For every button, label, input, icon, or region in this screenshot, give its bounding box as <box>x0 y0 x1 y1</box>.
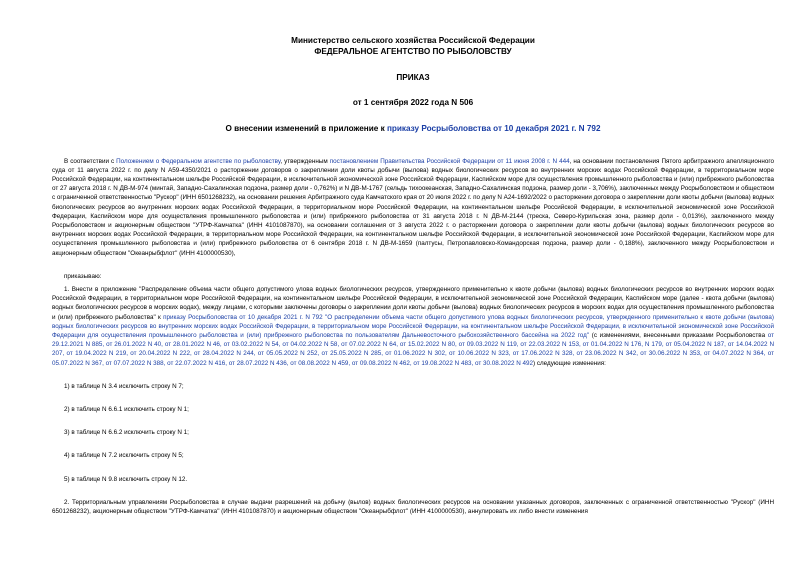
clause-1-paragraph <box>52 285 774 368</box>
preamble-text-1: В соответствии с <box>64 157 117 165</box>
document-type: ПРИКАЗ <box>396 73 430 82</box>
regulation-link[interactable]: Положением о Федеральном агентстве по рыболовству <box>116 157 281 165</box>
list-item: 5) в таблице N 9.8 исключить строку N 12. <box>64 475 188 483</box>
list-item: 3) в таблице N 6.6.2 исключить строку N 1; <box>64 429 189 437</box>
clause-1-text-1: 1. Внести в приложение "Распределение объема части общего допустимого улова водных биологических ресурсов, утвержденного применительно к квоте добычи (вылова) водных биологических ресурсов во внутренних морских водах Российской Федерации, в территориальном море Российской Федерации, на континентальном шельфе Российской Федерации, в исключительной экономической зоне Российской Федерации, Каспийском море (далее - квота добычи (вылова) водных биологических ресурсов в морских водах), между лицами, с которыми заключены договоры о закреплении доли квоты добычи (вылова) водных биологических ресурсов в морских водах для осуществления промышленного рыболовства и (или) прибрежного рыболовства" к <box>52 285 774 321</box>
title-text: О внесении изменений в приложение к <box>225 124 387 133</box>
list-item: 2) в таблице N 6.6.1 исключить строку N 1; <box>64 405 189 413</box>
decree-word: приказываю: <box>64 272 102 280</box>
title-order-link[interactable]: приказу Росрыболовства от 10 декабря 2021 г. N 792 <box>386 124 601 133</box>
preamble-paragraph <box>52 157 774 258</box>
clause-1-text-2: (с изменениями, внесенными приказами Росрыболовства <box>589 331 768 339</box>
preamble-text-2: , утвержденным <box>280 157 330 165</box>
ministry-name: Министерство сельского хозяйства Российской Федерации <box>291 36 535 45</box>
list-item: 1) в таблице N 3.4 исключить строку N 7; <box>64 382 184 390</box>
preamble-text-3: , на основании постановления Пятого арбитражного апелляционного суда от 11 августа 2022 г. по делу N А59-4350/2021 о расторжении договоров о закреплении доли квоты добычи (вылова) водных биологических ресурсов во внутренних морских водах Российской Федерации, в территориальном море Российской Федерации, на континентальном шельфе Российской Федерации, в исключительной экономической зоне Российской Федерации, Каспийском море для осуществления промышленного рыболовства и (или) прибрежного рыболовства от 27 августа 2018 г. N ДВ-М-974 (минтай, Западно-Сахалинская подзона, размер доли - 0,762%) и N ДВ-М-1767 (сельдь тихоокеанская, Западно-Сахалинская подзона, размер доли - 3,706%), заключенных между Росрыболовством и обществом с ограниченной ответственностью "Рускор" (ИНН 6501268232), на основании решения Арбитражного суда Камчатского края от 20 июля 2022 г. по делу N А24-1692/2022 о расторжении договора о закреплении доли квоты добычи (вылова) водных биологических ресурсов во внутренних морских водах Российской Федерации, в территориальном море Российской Федерации, на континентальном шельфе Российской Федерации, в исключительной экономической зоне Российской Федерации, Каспийском море для осуществления промышленного рыболовства и (или) прибрежного рыболовства от 31 августа 2018 г. N ДВ-М-2144 (треска, Северо-Курильская зона, размер доли - 0,013%), заключенного между Росрыболовством и акционерным обществом "УТРФ-Камчатка" (ИНН 4101087870), на основании соглашения от 3 августа 2022 г. о расторжении договора о закреплении доли квоты добычи (вылова) водных биологических ресурсов во внутренних морских водах Российской Федерации, в территориальном море Российской Федерации, на континентальном шельфе Российской Федерации, в исключительной экономической зоне Российской Федерации, Каспийском море для осуществления промышленного рыболовства и (или) прибрежного рыболовства от 6 сентября 2018 г. N ДВ-М-1659 (палтусы, Петропавловско-Командорская подзона, размер доли - 0,188%), заключенного между Росрыболовством и акционерным обществом "Океанрыбфлот" (ИНН 4100000530), <box>52 157 774 257</box>
document-title <box>52 124 774 135</box>
amending-orders-link[interactable]: от 29.12.2021 N 885, от 26.01.2022 N 40, от 28.01.2022 N 46, от 03.02.2022 N 54, от 04.02.2022 N 58, от 07.02.2022 N 64, от 15.02.2022 N 80, от 09.03.2022 N 119, от 22.03.2022 N 153, от 01.04.2022 N 176, N 179, от 05.04.2022 N 187, от 14.04.2022 N 207, от 19.04.2022 N 219, от 20.04.2022 N 222, от 28.04.2022 N 244, от 05.05.2022 N 252, от 25.05.2022 N 285, от 01.06.2022 N 302, от 10.06.2022 N 323, от 17.06.2022 N 328, от 23.06.2022 N 342, от 30.06.2022 N 353, от 04.07.2022 N 364, от 05.07.2022 N 367, от 07.07.2022 N 388, от 22.07.2022 N 416, от 28.07.2022 N 436, от 08.08.2022 N 459, от 09.08.2022 N 462, от 19.08.2022 N 483, от 30.08.2022 N 492 <box>52 331 774 367</box>
clause-2-paragraph: 2. Территориальным управлениям Росрыболовства в случае выдачи разрешений на добычу (вылов) водных биологических ресурсов на основании указанных договоров, заключенных с ограниченной ответственностью "Рускор" (ИНН 6501268232), акционерным обществом "УТРФ-Камчатка" (ИНН 4101087870) и акционерным обществом "Океанрыбфлот" (ИНН 4100000530), аннулировать их либо внести изменения <box>52 498 774 515</box>
order-792-link[interactable]: приказу Росрыболовства от 10 декабря 2021 г. N 792 "О распределении объема части общего допустимого улова водных биологических ресурсов, утвержденного применительно к квоте добычи (вылова) водных биологических ресурсов во внутренних морских водах Российской Федерации, в территориальном море Российской Федерации, на континентальном шельфе Российской Федерации, в исключительной экономической зоне Российской Федерации для осуществления промышленного рыболовства и (или) прибрежного рыболовства по пользователям Дальневосточного рыбохозяйственного бассейна на 2022 год" <box>52 313 774 339</box>
list-item: 4) в таблице N 7.2 исключить строку N 5; <box>64 452 184 460</box>
agency-name: ФЕДЕРАЛЬНОЕ АГЕНТСТВО ПО РЫБОЛОВСТВУ <box>314 46 512 56</box>
clause-1-text-3: ) следующие изменения: <box>533 359 606 367</box>
government-decree-link[interactable]: постановлением Правительства Российской Федерации от 11 июня 2008 г. N 444 <box>329 157 570 165</box>
document-date-number: от 1 сентября 2022 года N 506 <box>352 97 474 107</box>
